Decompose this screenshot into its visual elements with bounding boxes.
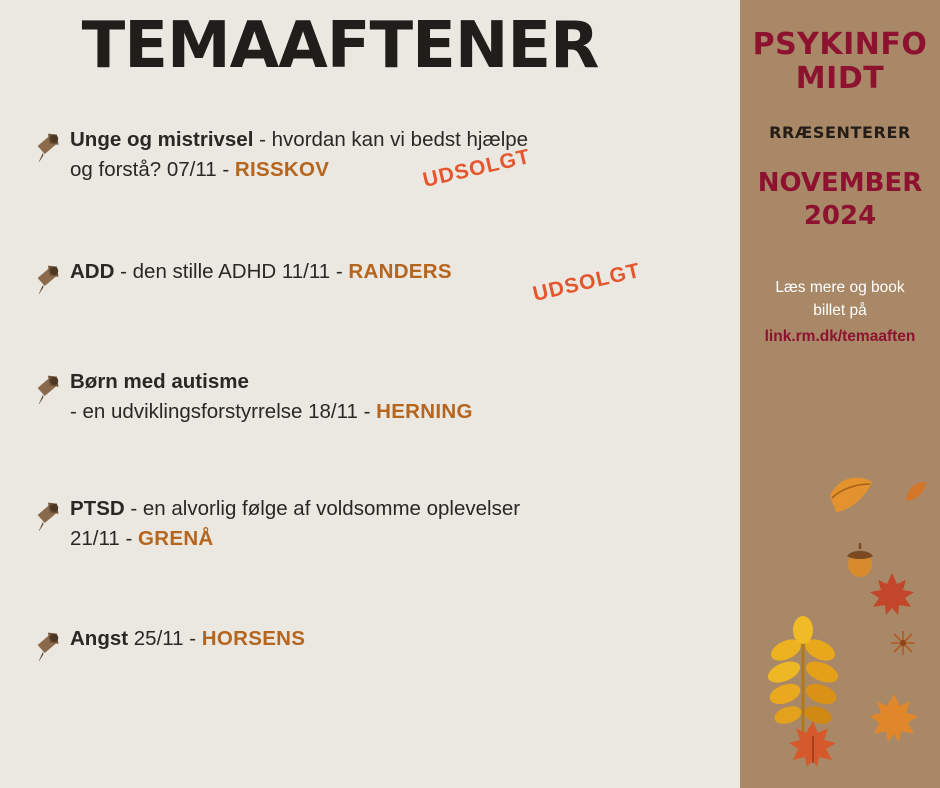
pushpin-icon (28, 627, 70, 661)
leaf-icon (903, 478, 929, 504)
event-city: HORSENS (201, 627, 306, 651)
list-item[interactable] (28, 493, 740, 553)
booking-link[interactable]: link.rm.dk/temaaften (764, 328, 916, 346)
status-badge: UDSOLGT (530, 259, 643, 307)
event-city: GRENÅ (138, 526, 214, 550)
booking-line-2: billet på (813, 301, 867, 319)
booking-line-1: Læs mere og book (775, 279, 905, 297)
event-line2: 21/11 - (70, 526, 138, 550)
event-city: RISSKOV (234, 157, 330, 181)
event-title: Angst (70, 627, 129, 651)
list-item[interactable] (28, 256, 740, 307)
event-text (70, 493, 520, 553)
pushpin-icon (28, 370, 70, 404)
event-line2: - en udviklingsforstyrrelse 18/11 - (70, 400, 377, 424)
sidebar (740, 0, 940, 788)
event-text (70, 623, 305, 654)
list-item[interactable] (28, 124, 740, 193)
event-description: 25/11 - (128, 627, 202, 651)
event-text (70, 366, 473, 426)
event-line2: og forstå? 07/11 - (70, 157, 235, 181)
pushpin-icon (28, 497, 70, 531)
seed-icon (890, 630, 916, 656)
event-description: - en alvorlig følge af voldsomme oplevelser (124, 496, 521, 520)
brand-line-1: PSYKINFO (752, 27, 928, 62)
event-title: PTSD (70, 496, 125, 520)
pushpin-icon (28, 260, 70, 294)
brand-line-2: MIDT (795, 60, 885, 96)
event-description: - hvordan kan vi bedst hjælpe (253, 128, 529, 151)
presents-label: RRÆSENTERER (769, 123, 911, 143)
event-city: RANDERS (348, 260, 452, 284)
list-item[interactable] (28, 366, 740, 426)
event-city: HERNING (376, 400, 473, 424)
pushpin-icon (28, 128, 70, 162)
page-title: TEMAAFTENER (81, 9, 599, 83)
booking-text (748, 277, 932, 322)
month-label: NOVEMBER (757, 168, 923, 199)
leaf-icon (822, 470, 878, 518)
event-text (70, 256, 643, 307)
maple-leaf-icon (788, 718, 838, 768)
year-label: 2024 (803, 201, 877, 232)
maple-leaf-icon (868, 570, 916, 618)
events-list (0, 124, 740, 663)
list-item[interactable] (28, 623, 740, 663)
event-title: ADD (70, 260, 115, 284)
status-badge: UDSOLGT (420, 144, 533, 193)
brand-name (748, 28, 932, 95)
event-description: - den stille ADHD 11/11 - (114, 260, 349, 284)
maple-leaf-icon (868, 690, 920, 744)
event-text (70, 124, 533, 193)
event-title: Børn med autisme (70, 370, 249, 394)
event-title: Unge og mistrivsel (70, 128, 254, 151)
